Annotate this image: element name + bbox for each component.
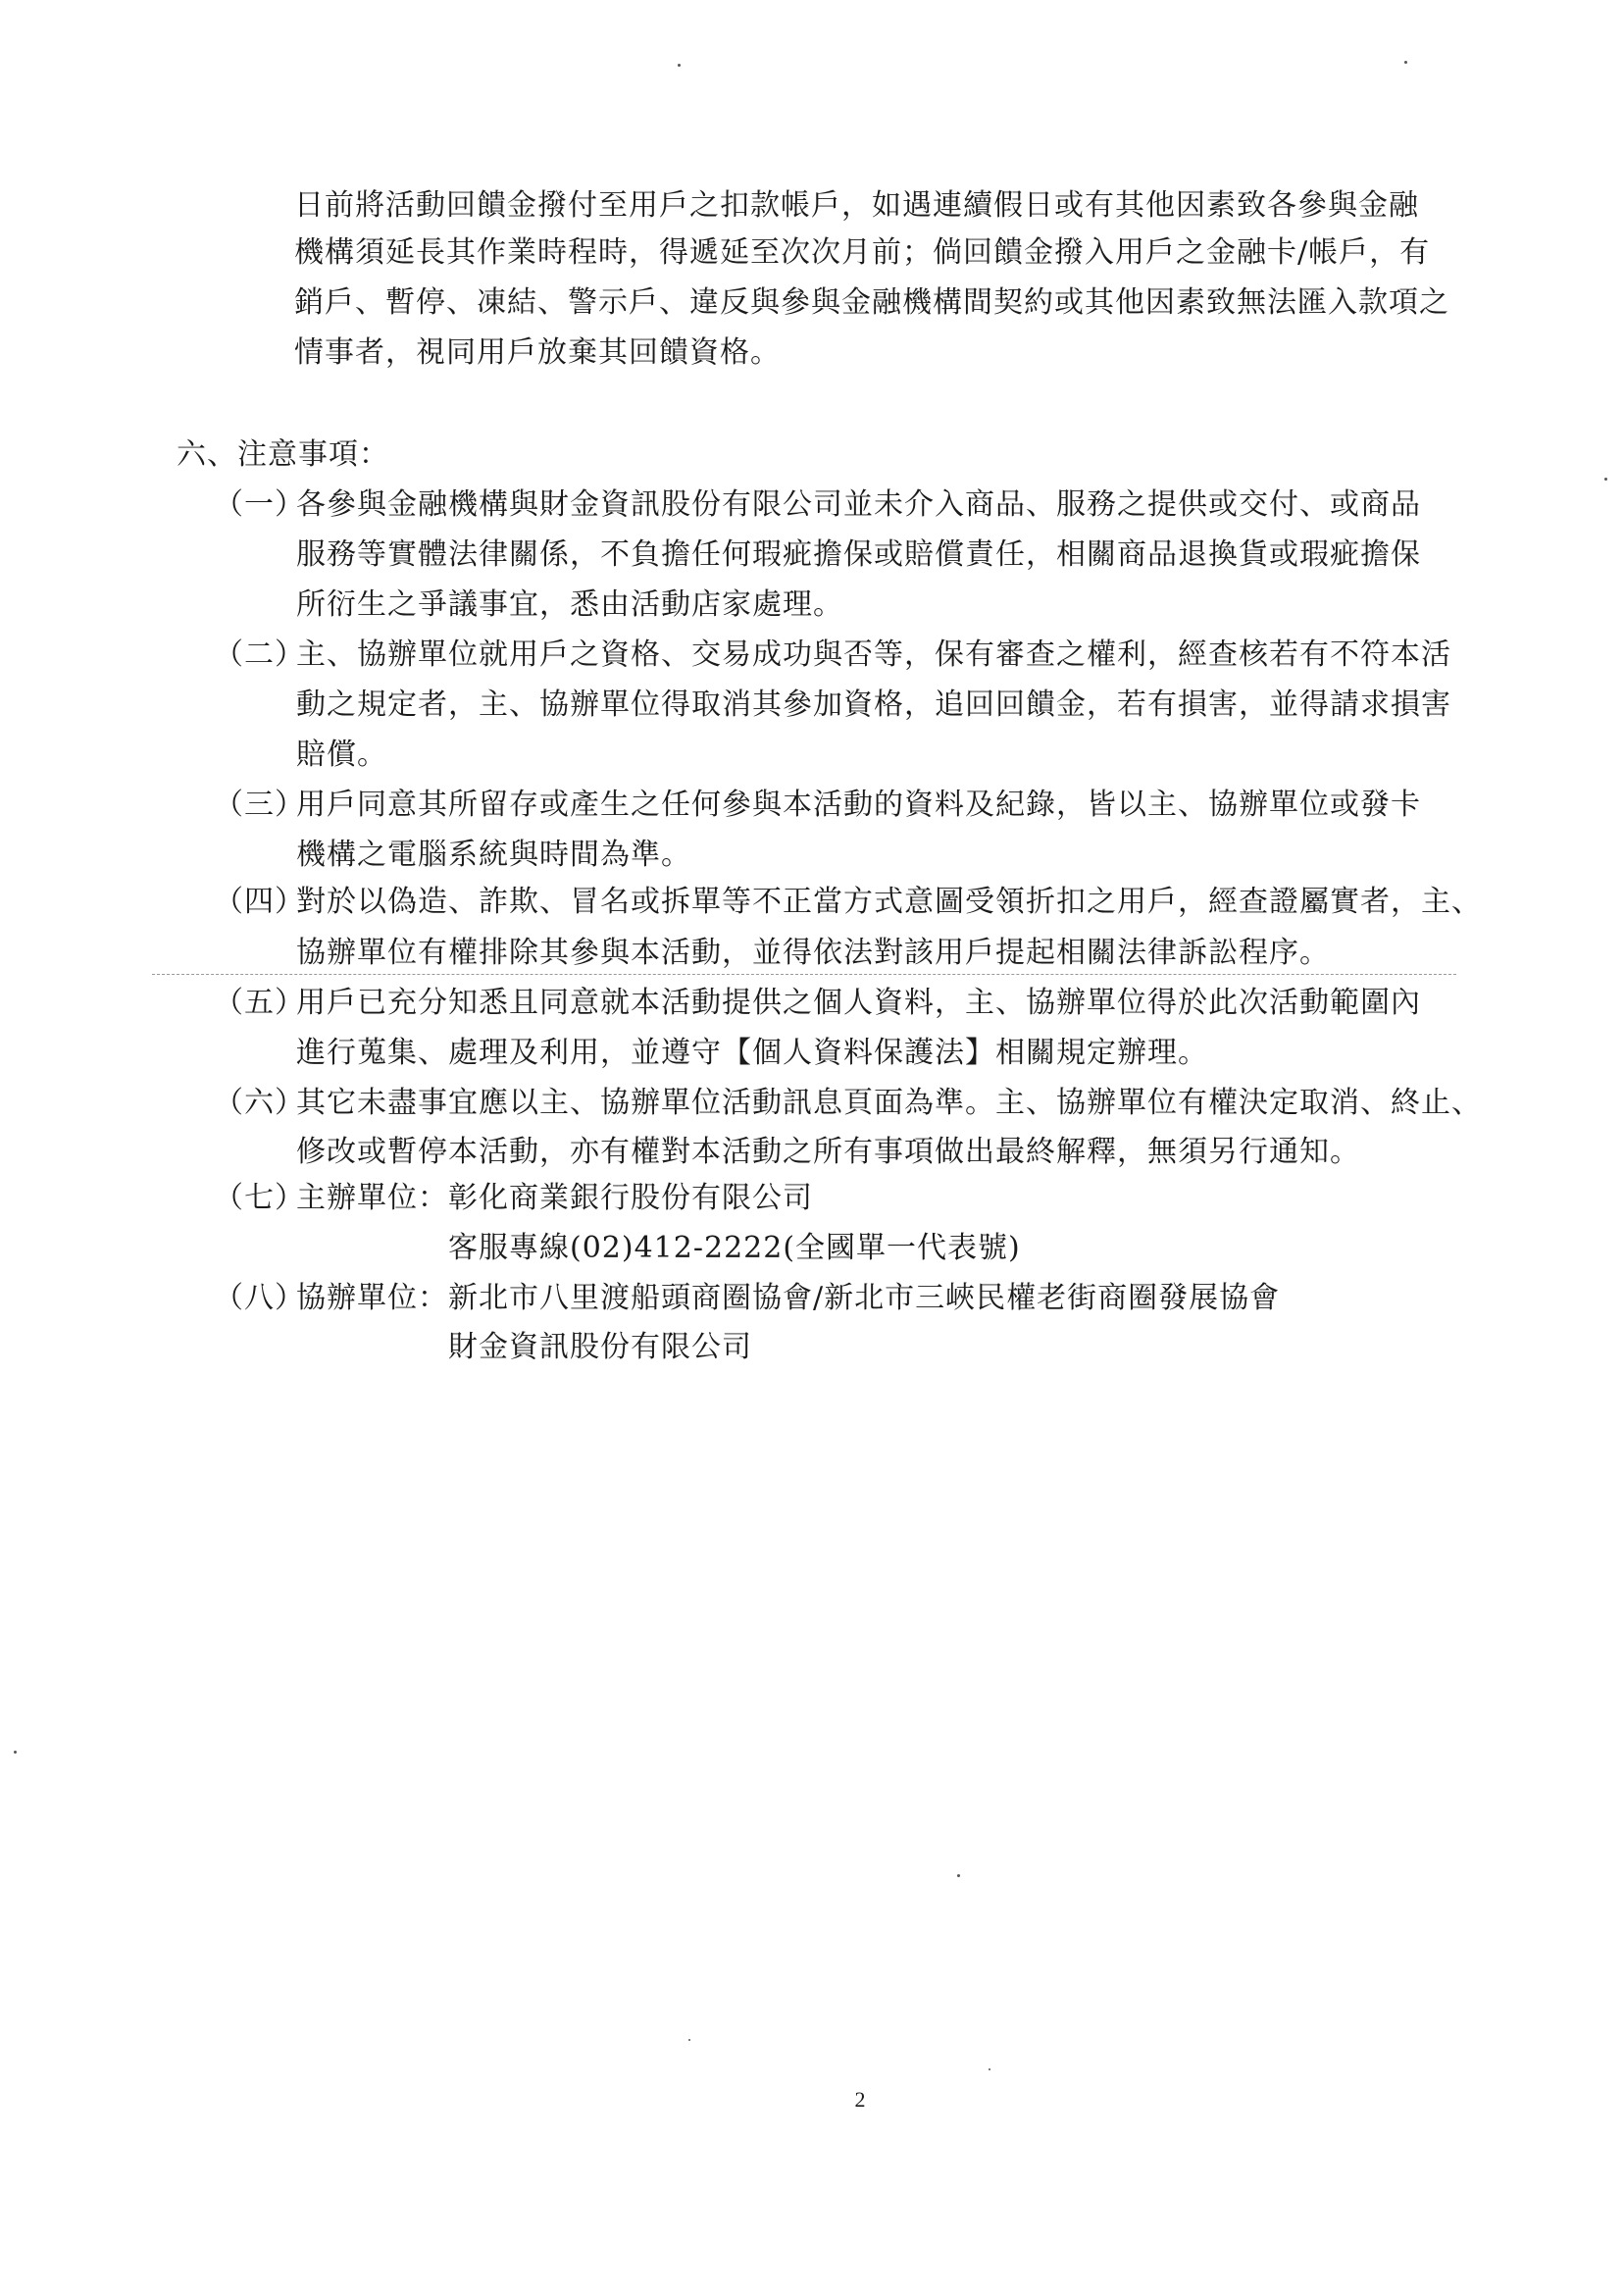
item-marker: （二） — [214, 637, 305, 672]
item-line: 用戶已充分知悉且同意就本活動提供之個人資料，主、協辦單位得於此次活動範圍內 — [296, 986, 1421, 1020]
item-line: 進行蒐集、處理及利用，並遵守【個人資料保護法】相關規定辦理。 — [296, 1036, 1208, 1070]
item-line: 其它未盡事宜應以主、協辦單位活動訊息頁面為準。主、協辦單位有權決定取消、終止、 — [296, 1086, 1482, 1120]
item-marker: （四） — [214, 885, 305, 919]
scan-speck — [1404, 61, 1407, 64]
item-line: 主辦單位：彰化商業銀行股份有限公司 — [296, 1181, 813, 1215]
item-marker: （六） — [214, 1086, 305, 1120]
scan-speck — [14, 1751, 17, 1754]
item-line: 協辦單位：新北市八里渡船頭商圈協會/新北市三峽民權老街商圈發展協會 — [296, 1281, 1281, 1315]
scan-speck — [1604, 478, 1607, 481]
intro-line: 銷戶、暫停、凍結、警示戶、違反與參與金融機構間契約或其他因素致無法匯入款項之 — [294, 285, 1449, 320]
item-marker: （一） — [214, 487, 305, 522]
item-marker: （五） — [214, 986, 305, 1020]
intro-line: 機構須延長其作業時程時，得遞延至次次月前；倘回饋金撥入用戶之金融卡/帳戶，有 — [294, 235, 1431, 270]
item-line: 用戶同意其所留存或產生之任何參與本活動的資料及紀錄，皆以主、協辦單位或發卡 — [296, 788, 1421, 822]
item-marker: （三） — [214, 788, 305, 822]
item-marker: （八） — [214, 1281, 305, 1315]
scan-dashed-line — [152, 974, 1456, 975]
item-line: 賠償。 — [296, 738, 387, 772]
scan-speck — [989, 2068, 990, 2070]
item-line: 協辦單位有權排除其參與本活動，並得依法對該用戶提起相關法律訴訟程序。 — [296, 936, 1330, 970]
item-line: 動之規定者，主、協辦單位得取消其參加資格，追回回饋金，若有損害，並得請求損害 — [296, 688, 1451, 722]
item-line: 修改或暫停本活動，亦有權對本活動之所有事項做出最終解釋，無須另行通知。 — [296, 1135, 1360, 1169]
intro-line: 日前將活動回饋金撥付至用戶之扣款帳戶，如遇連續假日或有其他因素致各參與金融 — [294, 188, 1419, 223]
item-line: 各參與金融機構與財金資訊股份有限公司並未介入商品、服務之提供或交付、或商品 — [296, 487, 1421, 522]
page-number: 2 — [854, 2087, 866, 2112]
item-marker: （七） — [214, 1181, 305, 1215]
item-line: 主、協辦單位就用戶之資格、交易成功與否等，保有審查之權利，經查核若有不符本活 — [296, 637, 1451, 672]
item-line: 財金資訊股份有限公司 — [296, 1330, 752, 1364]
item-line: 對於以偽造、詐欺、冒名或拆單等不正當方式意圖受領折扣之用戶，經查證屬實者，主、 — [296, 885, 1482, 919]
item-line: 服務等實體法律關係，不負擔任何瑕疵擔保或賠償責任，相關商品退換貨或瑕疵擔保 — [296, 537, 1421, 572]
intro-line: 情事者，視同用戶放棄其回饋資格。 — [294, 335, 781, 370]
scan-speck — [678, 64, 681, 67]
item-line: 機構之電腦系統與時間為準。 — [296, 838, 691, 872]
scan-speck — [688, 2039, 690, 2041]
item-line: 所衍生之爭議事宜，悉由活動店家處理。 — [296, 587, 843, 622]
scan-speck — [957, 1874, 960, 1877]
item-line: 客服專線(02)412-2222(全國單一代表號) — [296, 1231, 1021, 1265]
section-heading: 六、注意事項： — [177, 437, 389, 472]
